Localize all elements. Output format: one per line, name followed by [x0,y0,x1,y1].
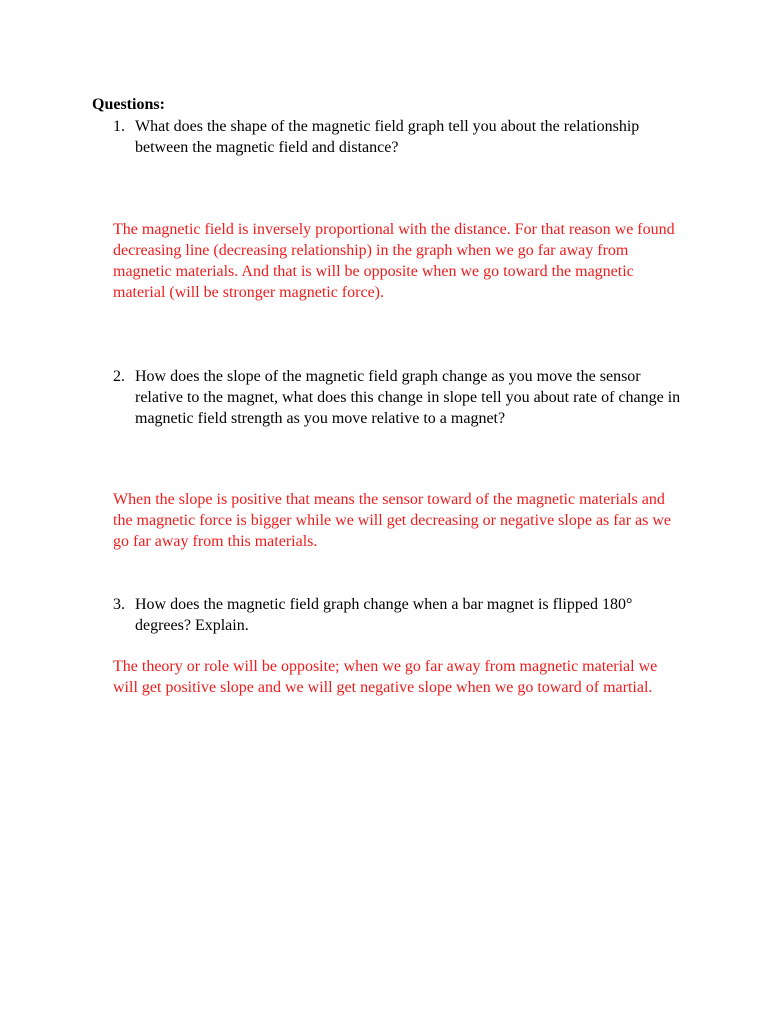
question-3 [113,594,683,636]
question-1-text: What does the shape of the magnetic field graph tell you about the relationship between the magnetic field and distance? [135,118,640,156]
question-2-text: How does the slope of the magnetic field graph change as you move the sensor relative to the magnet, what does this change in slope tell you about rate of change in magnetic field strength as you move relative to a magnet? [135,368,681,427]
questions-heading: Questions: [92,96,165,113]
question-1 [113,116,683,158]
answer-2: When the slope is positive that means the sensor toward of the magnetic materials and the magnetic force is bigger while we will get decreasing or negative slope as far as we go far away from this materials. [113,491,672,550]
question-2 [113,366,683,429]
question-3-text: How does the magnetic field graph change when a bar magnet is flipped 180° degrees? Explain. [135,596,633,634]
question-3-number: 3. [113,596,125,613]
question-1-number: 1. [113,118,125,135]
question-2-number: 2. [113,368,125,385]
answer-3: The theory or role will be opposite; when we go far away from magnetic material we will get positive slope and we will get negative slope when we go toward of martial. [113,658,658,696]
answer-1: The magnetic field is inversely proportional with the distance. For that reason we found decreasing line (decreasing relationship) in the graph when we go far away from magnetic materials. And that is will be opposite when we go toward the magnetic material (will be stronger magnetic force). [113,221,675,301]
